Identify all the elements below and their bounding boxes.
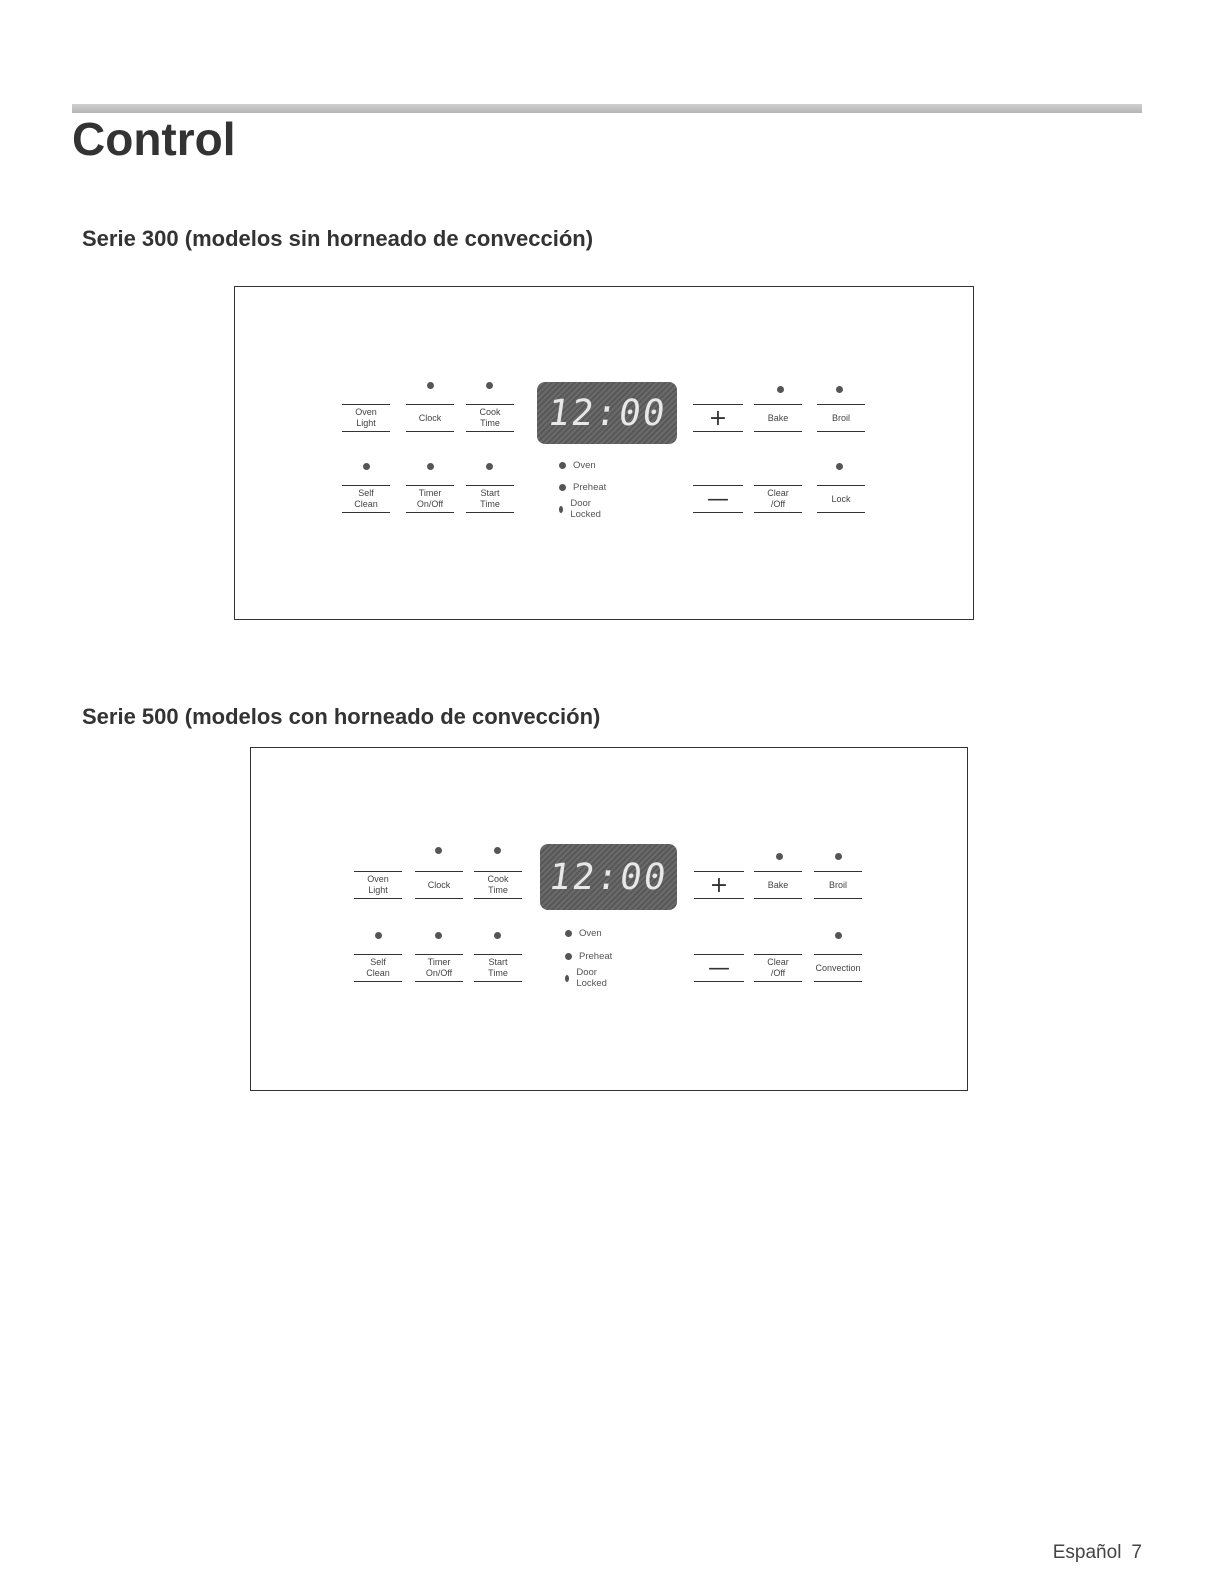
minus-icon: — [708, 955, 730, 981]
status-preheat [565, 950, 612, 962]
clear-label-line1: Clear [767, 957, 789, 967]
plus-icon: + [708, 405, 728, 431]
clear-off-button[interactable] [754, 485, 802, 513]
status-door-locked [565, 967, 610, 989]
section-heading-serie-300: Serie 300 (modelos sin horneado de convección) [82, 226, 594, 251]
section-heading-serie-500: Serie 500 (modelos con horneado de convección) [82, 704, 601, 729]
broil-label: Broil [831, 412, 850, 423]
plus-icon: + [709, 872, 729, 898]
clock-indicator-led [427, 382, 434, 389]
display-time: 12:00 [546, 856, 671, 898]
preheat-status-led [565, 953, 572, 960]
self-clean-label-line2: Clean [354, 499, 378, 509]
clock-display [540, 844, 677, 910]
preheat-status-led [559, 484, 566, 491]
door-locked-status-led [559, 506, 563, 513]
oven-light-label-line1: Oven [355, 407, 377, 417]
timer-button[interactable] [406, 485, 454, 513]
cook-time-label-line2: Time [480, 418, 500, 428]
cook-time-label-line1: Cook [479, 407, 501, 417]
control-panel-serie-500 [250, 747, 968, 1091]
start-time-label-line2: Time [480, 499, 500, 509]
status-oven-label: Oven [579, 927, 602, 939]
bake-button[interactable] [754, 404, 802, 432]
bake-button[interactable] [754, 871, 802, 899]
footer-language: Español [1052, 1542, 1122, 1563]
convection-label: Convection [815, 962, 861, 973]
broil-button[interactable] [814, 871, 862, 899]
status-oven-label: Oven [573, 459, 596, 471]
cook-time-indicator-led [486, 382, 493, 389]
timer-indicator-led [427, 463, 434, 470]
status-door-locked-label: Door Locked [570, 498, 601, 520]
status-preheat-label: Preheat [573, 481, 607, 493]
status-preheat [559, 481, 606, 493]
cook-time-indicator-led [494, 847, 501, 854]
clear-off-button[interactable] [754, 954, 802, 982]
page-footer [1053, 1542, 1142, 1564]
oven-light-label-line2: Light [368, 885, 388, 895]
self-clean-label-line1: Self [358, 488, 374, 498]
clock-button[interactable] [406, 404, 454, 432]
door-locked-status-led [565, 975, 569, 982]
bake-indicator-led [776, 853, 783, 860]
lock-label: Lock [831, 493, 851, 504]
minus-button[interactable] [694, 954, 744, 982]
broil-label: Broil [828, 879, 847, 890]
clear-label-line2: /Off [770, 968, 786, 978]
start-time-button[interactable] [466, 485, 514, 513]
control-panel-serie-300 [234, 286, 974, 620]
lock-button[interactable] [817, 485, 865, 513]
cook-time-label-line1: Cook [487, 874, 509, 884]
minus-button[interactable] [693, 485, 743, 513]
clear-label-line2: /Off [770, 499, 786, 509]
oven-status-led [565, 930, 572, 937]
bake-label: Bake [767, 412, 789, 423]
broil-button[interactable] [817, 404, 865, 432]
clock-label: Clock [418, 412, 442, 423]
clock-display [537, 382, 677, 444]
timer-label-line1: Timer [427, 957, 451, 967]
broil-indicator-led [836, 386, 843, 393]
cook-time-button[interactable] [474, 871, 522, 899]
page-number: 7 [1131, 1542, 1142, 1563]
start-time-label-line1: Start [488, 957, 508, 967]
timer-label-line2: On/Off [416, 499, 444, 509]
self-clean-indicator-led [363, 463, 370, 470]
self-clean-button[interactable] [342, 485, 390, 513]
bake-label: Bake [767, 879, 789, 890]
broil-indicator-led [835, 853, 842, 860]
oven-light-button[interactable] [354, 871, 402, 899]
status-oven [559, 459, 596, 471]
timer-indicator-led [435, 932, 442, 939]
timer-label-line2: On/Off [425, 968, 453, 978]
start-time-label-line2: Time [488, 968, 508, 978]
clock-label: Clock [427, 879, 451, 890]
start-time-indicator-led [486, 463, 493, 470]
oven-light-label-line2: Light [356, 418, 376, 428]
lock-indicator-led [836, 463, 843, 470]
clear-label-line1: Clear [767, 488, 789, 498]
self-clean-label-line1: Self [370, 957, 386, 967]
timer-label-line1: Timer [418, 488, 442, 498]
status-oven [565, 927, 602, 939]
cook-time-label-line2: Time [488, 885, 508, 895]
plus-button[interactable] [694, 871, 744, 899]
clock-button[interactable] [415, 871, 463, 899]
bake-indicator-led [777, 386, 784, 393]
plus-button[interactable] [693, 404, 743, 432]
self-clean-button[interactable] [354, 954, 402, 982]
self-clean-label-line2: Clean [366, 968, 390, 978]
start-time-button[interactable] [474, 954, 522, 982]
status-door-locked [559, 498, 604, 520]
oven-light-label-line1: Oven [367, 874, 389, 884]
start-time-indicator-led [494, 932, 501, 939]
page-title: Control [72, 113, 236, 165]
start-time-label-line1: Start [480, 488, 500, 498]
convection-button[interactable] [814, 954, 862, 982]
convection-indicator-led [835, 932, 842, 939]
oven-status-led [559, 462, 566, 469]
cook-time-button[interactable] [466, 404, 514, 432]
oven-light-button[interactable] [342, 404, 390, 432]
clock-indicator-led [435, 847, 442, 854]
display-time: 12:00 [544, 392, 670, 434]
minus-icon: — [707, 486, 729, 512]
status-preheat-label: Preheat [579, 950, 613, 962]
self-clean-indicator-led [375, 932, 382, 939]
status-door-locked-label: Door Locked [576, 967, 607, 989]
timer-button[interactable] [415, 954, 463, 982]
